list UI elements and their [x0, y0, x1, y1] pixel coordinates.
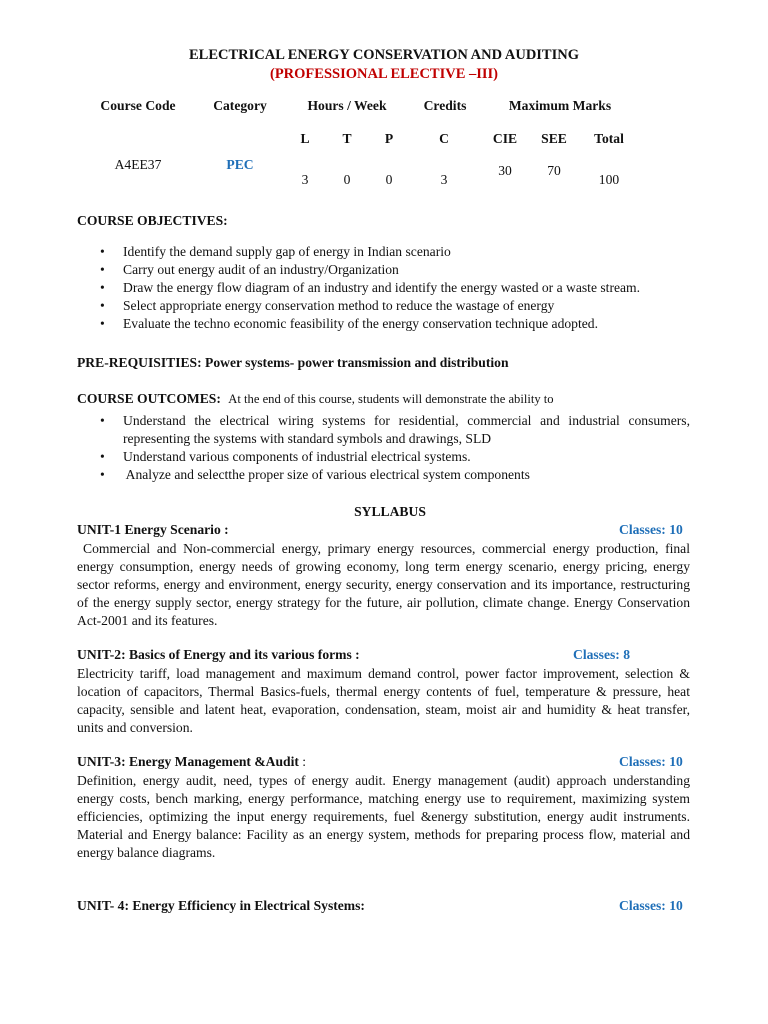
header-credits: Credits	[423, 98, 467, 113]
outcomes-header	[77, 391, 554, 407]
unit-2-title: UNIT-2: Basics of Energy and its various forms :	[77, 647, 360, 662]
outcomes-list	[77, 412, 690, 484]
header-max-marks: Maximum Marks	[508, 98, 612, 113]
subheader-p: P	[384, 131, 394, 146]
header-category: Category	[213, 98, 267, 113]
subheader-see: SEE	[541, 131, 567, 146]
outcomes-intro: At the end of this course, students will demonstrate the ability to	[228, 392, 554, 406]
value-l: 3	[301, 172, 309, 187]
prerequisites-label: PRE-REQUISITIES:	[77, 355, 202, 370]
list-item: • Evaluate the techno economic feasibility of the energy conservation technique adopted.	[100, 316, 598, 331]
syllabus-heading: SYLLABUS	[354, 504, 426, 519]
value-cie: 30	[498, 163, 512, 178]
value-total: 100	[598, 172, 620, 187]
list-item: • Understand various components of industrial electrical systems.	[100, 449, 471, 464]
list-item: • Select appropriate energy conservation method to reduce the wastage of energy	[100, 298, 555, 313]
unit-1-body: Commercial and Non-commercial energy, primary energy resources, commercial energy production, final energy consumption, energy needs of growing economy, long term energy scenario, energy pricing, energy sector reforms, energy and environment, energy security, energy conservation and its importance, restructuring of the energy supply sector, energy strategy for the future, air pollution, climate change. Energy Conservation Act-2001 and its features.	[77, 541, 690, 628]
unit-3-heading	[77, 754, 306, 770]
list-item: • Identify the demand supply gap of energy in Indian scenario	[100, 244, 451, 259]
unit-1-title: UNIT-1 Energy Scenario :	[77, 522, 229, 537]
unit-3-title: UNIT-3: Energy Management &Audit	[77, 754, 299, 769]
unit-2-classes: Classes: 8	[573, 647, 631, 662]
list-item: • Analyze and selectthe proper size of various electrical system components	[100, 467, 530, 482]
value-t: 0	[343, 172, 351, 187]
objectives-heading: COURSE OBJECTIVES:	[77, 213, 228, 228]
unit-1-classes: Classes: 10	[619, 522, 683, 537]
objectives-list	[77, 243, 690, 333]
header-course-code: Course Code	[100, 98, 176, 113]
prerequisites	[77, 355, 509, 371]
page-subtitle: (PROFESSIONAL ELECTIVE –III)	[269, 66, 499, 82]
unit-3-classes: Classes: 10	[619, 754, 683, 769]
value-course-code: A4EE37	[114, 157, 162, 172]
header-hours: Hours / Week	[307, 98, 387, 113]
value-p: 0	[385, 172, 393, 187]
prerequisites-text: Power systems- power transmission and distribution	[201, 355, 509, 370]
list-item: • Understand the electrical wiring systems for residential, commercial and industrial consumers, representing the systems with standard symbols and drawings, SLD	[100, 413, 690, 446]
list-item: • Carry out energy audit of an industry/Organization	[100, 262, 399, 277]
value-category: PEC	[226, 157, 254, 172]
subheader-t: T	[342, 131, 352, 146]
unit-4-title: UNIT- 4: Energy Efficiency in Electrical Systems:	[77, 898, 365, 913]
unit-3-title-suffix: :	[298, 754, 307, 769]
subheader-total: Total	[594, 131, 624, 146]
unit-3-body: Definition, energy audit, need, types of energy audit. Energy management (audit) approach understanding energy costs, bench marking, energy performance, matching energy use to requirement, maximizing system efficiencies, optimizing the input energy requirements, fuel &energy substitution, energy audit instruments. Material and Energy balance: Facility as an energy system, methods for preparing process flow, material and energy balance diagrams.	[77, 773, 690, 860]
value-see: 70	[547, 163, 561, 178]
subheader-c: C	[439, 131, 449, 146]
subheader-cie: CIE	[492, 131, 518, 146]
outcomes-heading: COURSE OUTCOMES:	[77, 391, 221, 406]
unit-2-body: Electricity tariff, load management and maximum demand control, power factor improvement, selection & location of capacitors, Thermal Basics-fuels, thermal energy contents of fuel, temperature & pressure, heat capacity, sensible and latent heat, evaporation, condensation, steam, moist air and humidity & heat transfer, units and conversion.	[77, 666, 690, 735]
page-title: ELECTRICAL ENERGY CONSERVATION AND AUDITING	[189, 47, 579, 63]
list-item: • Draw the energy flow diagram of an industry and identify the energy wasted or a waste stream.	[100, 280, 641, 295]
value-c: 3	[440, 172, 448, 187]
unit-4-classes: Classes: 10	[619, 898, 683, 913]
subheader-l: L	[300, 131, 310, 146]
